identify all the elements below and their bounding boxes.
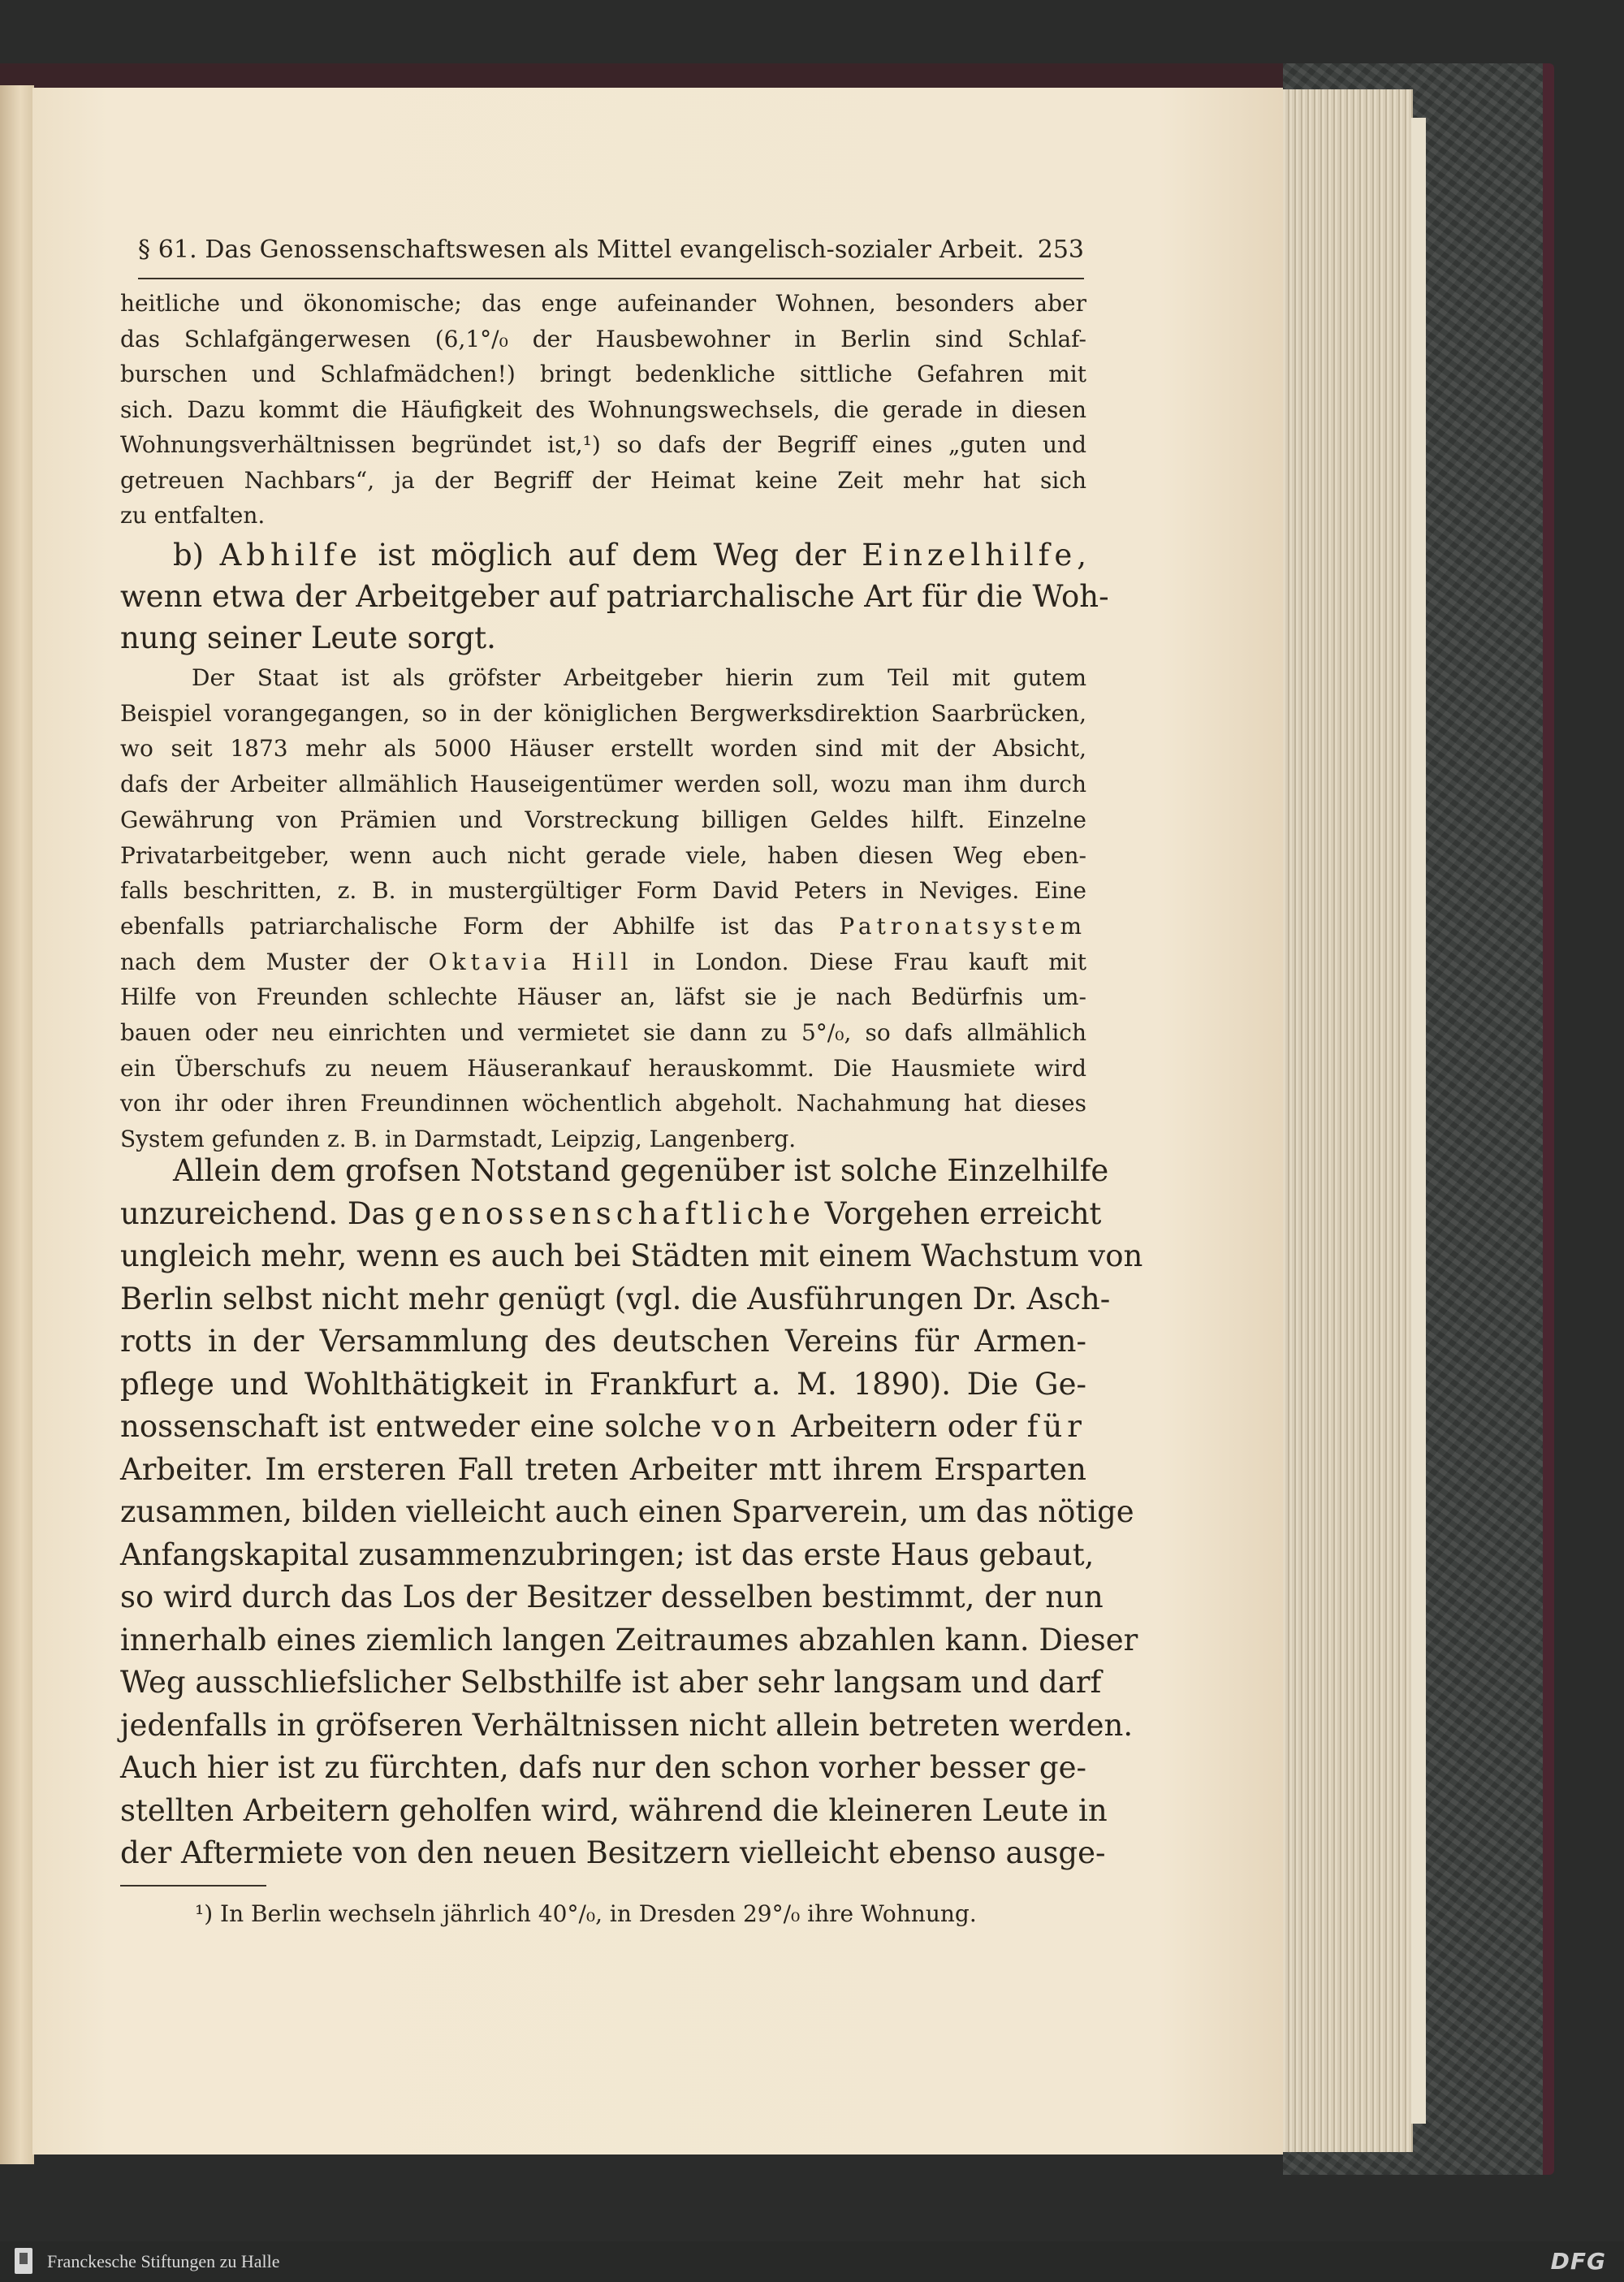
footnote-rule	[120, 1885, 266, 1887]
text-line: stellten Arbeitern geholfen wird, während die kleineren Leute in	[120, 1792, 1108, 1828]
text-line: so wird durch das Los der Besitzer desselben bestimmt, der nun	[120, 1580, 1104, 1614]
text-line: sich. Dazu kommt die Häufigkeit des Wohnungswechsels, die gerade in diesen	[120, 395, 1086, 423]
page-edge-highlight	[1411, 118, 1426, 2124]
text-line	[120, 1409, 1086, 1444]
text-line: nung seiner Leute sorgt.	[120, 620, 496, 655]
page-edges	[1279, 89, 1413, 2152]
text-run: Vorgehen erreicht	[815, 1195, 1102, 1231]
footnote: ¹) In Berlin wechseln jährlich 40°/₀, in Dresden 29°/₀ ihre Wohnung.	[195, 1900, 977, 1927]
dfg-logo: DFG	[1550, 2248, 1606, 2275]
text-line: Privatarbeitgeber, wenn auch nicht gerade viele, haben diesen Weg eben-	[120, 841, 1086, 869]
text-line: Auch hier ist zu fürchten, dafs nur den schon vorher besser ge-	[120, 1750, 1086, 1785]
text-line	[120, 949, 1086, 975]
text-line: rotts in der Versammlung des deutschen Vereins für Armen-	[120, 1324, 1086, 1359]
text-line: falls beschritten, z. B. in mustergültiger Form David Peters in Neviges. Eine	[120, 877, 1086, 905]
text-line: der Aftermiete von den neuen Besitzern vielleicht ebenso ausge-	[120, 1835, 1106, 1870]
text-run: ebenfalls patriarchalische Form der Abhilfe ist das	[120, 912, 840, 940]
running-head-title: § 61. Das Genossenschaftswesen als Mittel evangelisch-sozialer Arbeit.	[138, 236, 1025, 264]
viewer-footer	[0, 2241, 1624, 2282]
text-line: Arbeiter. Im ersteren Fall treten Arbeiter mtt ihrem Ersparten	[120, 1451, 1086, 1487]
text-line: wenn etwa der Arbeitgeber auf patriarchalische Art für die Woh-	[120, 579, 1109, 614]
spaced-emphasis: für	[1026, 1409, 1086, 1444]
text-run: nossenschaft ist entweder eine solche	[120, 1409, 712, 1444]
text-line: wo seit 1873 mehr als 5000 Häuser erstellt worden sind mit der Absicht,	[120, 735, 1086, 763]
text-run	[551, 949, 572, 975]
text-line	[120, 913, 1086, 940]
text-line: Allein dem grofsen Notstand gegenüber ist solche Einzelhilfe	[173, 1153, 1109, 1188]
text-line: Anfangskapital zusammenzubringen; ist das erste Haus gebaut,	[120, 1536, 1095, 1572]
spaced-emphasis: Einzelhilfe	[862, 538, 1078, 573]
text-line: System gefunden z. B. in Darmstadt, Leipzig, Langenberg.	[120, 1126, 797, 1153]
text-line: bauen oder neu einrichten und vermietet sie dann zu 5°/₀, so dafs allmählich	[120, 1019, 1086, 1046]
left-page-edge	[0, 85, 34, 2164]
text-line: innerhalb eines ziemlich langen Zeitraumes abzahlen kann. Dieser	[120, 1622, 1138, 1657]
text-line: ein Überschufs zu neuem Häuserankauf herauskommt. Die Hausmiete wird	[120, 1054, 1086, 1082]
spaced-emphasis: Hill	[572, 948, 633, 975]
spaced-emphasis: genossenschaftliche	[414, 1195, 816, 1231]
spaced-emphasis: Patronatsystem	[839, 912, 1086, 940]
text-run: ,	[1077, 538, 1086, 573]
text-line: heitliche und ökonomische; das enge aufeinander Wohnen, besonders aber	[120, 290, 1086, 317]
institution-logo-icon	[15, 2248, 32, 2274]
spaced-emphasis: Abhilfe	[219, 538, 363, 573]
text-line: Berlin selbst nicht mehr genügt (vgl. die Ausführungen Dr. Asch-	[120, 1281, 1111, 1316]
text-run: unzureichend. Das	[120, 1195, 415, 1231]
text-line: burschen und Schlafmädchen!) bringt bedenkliche sittliche Gefahren mit	[120, 361, 1086, 387]
text-line	[120, 1195, 1102, 1231]
text-line: getreuen Nachbars“, ja der Begriff der Heimat keine Zeit mehr hat sich	[120, 466, 1086, 494]
text-line: das Schlafgängerwesen (6,1°/₀ der Hausbewohner in Berlin sind Schlaf-	[120, 325, 1086, 352]
text-line: von ihr oder ihren Freundinnen wöchentlich abgeholt. Nachahmung hat dieses	[120, 1090, 1086, 1117]
text-line: zusammen, bilden vielleicht auch einen Sparverein, um das nötige	[120, 1494, 1134, 1529]
text-run: b)	[173, 538, 220, 573]
page-number: 253	[1037, 236, 1084, 264]
spaced-emphasis: Oktavia	[428, 948, 551, 975]
text-line: zu entfalten.	[120, 502, 266, 529]
text-line: pflege und Wohlthätigkeit in Frankfurt a. M. 1890). Die Ge-	[120, 1366, 1086, 1402]
institution-name: Franckesche Stiftungen zu Halle	[47, 2251, 280, 2271]
spaced-emphasis: von	[711, 1409, 781, 1444]
text-line: Der Staat ist als gröfster Arbeitgeber hierin zum Teil mit gutem	[192, 664, 1086, 691]
text-line: Gewährung von Prämien und Vorstreckung billigen Geldes hilft. Einzelne	[120, 806, 1086, 833]
text-line: dafs der Arbeiter allmählich Hauseigentümer werden soll, wozu man ihm durch	[120, 771, 1086, 798]
text-line: ungleich mehr, wenn es auch bei Städten mit einem Wachstum von	[120, 1238, 1143, 1273]
running-head	[138, 236, 1084, 279]
text-line	[173, 538, 1086, 573]
text-run: in London. Diese Frau kauft mit	[633, 948, 1087, 975]
text-run: nach dem Muster der	[120, 948, 429, 975]
text-line: Beispiel vorangegangen, so in der königlichen Bergwerksdirektion Saarbrücken,	[120, 699, 1086, 727]
text-line: Weg ausschliefslicher Selbsthilfe ist aber sehr langsam und darf	[120, 1665, 1102, 1700]
text-line: Hilfe von Freunden schlechte Häuser an, läfst sie je nach Bedürfnis um-	[120, 983, 1086, 1011]
text-line: Wohnungsverhältnissen begründet ist,¹) so dafs der Begriff eines „guten und	[120, 431, 1086, 458]
text-run: Arbeitern oder	[780, 1409, 1027, 1444]
text-line: jedenfalls in gröfseren Verhältnissen nicht allein betreten werden.	[120, 1707, 1134, 1743]
text-run: ist möglich auf dem Weg der	[362, 538, 862, 573]
